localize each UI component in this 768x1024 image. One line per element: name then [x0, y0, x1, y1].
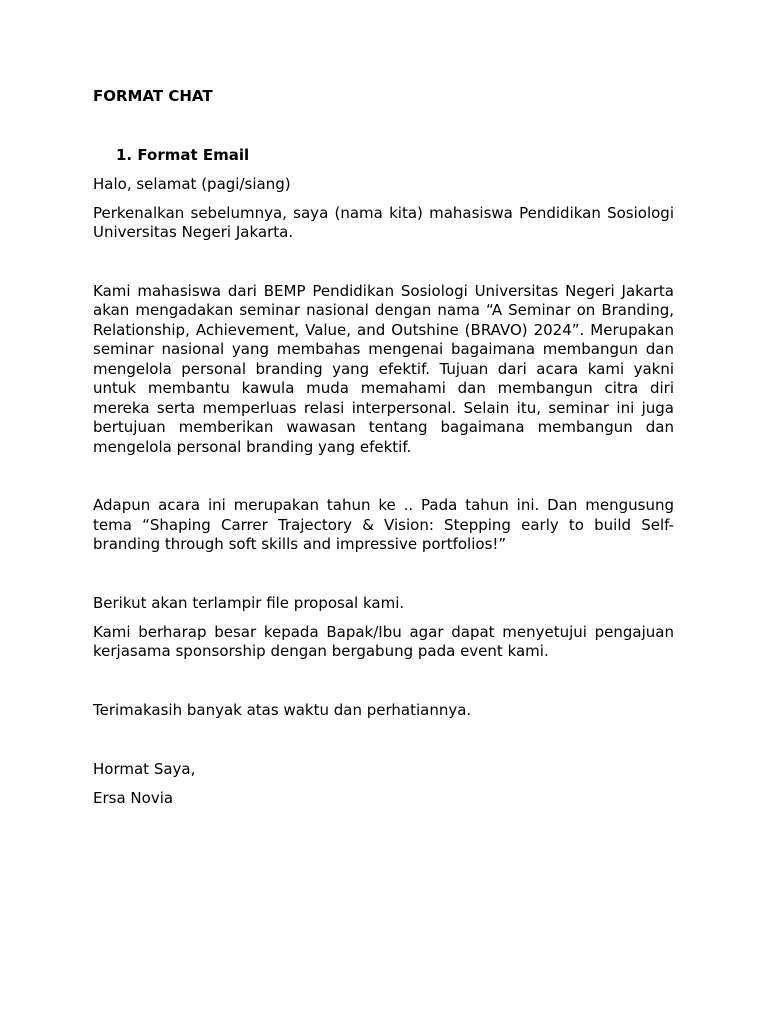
document-page — [93, 87, 674, 808]
spacer — [93, 194, 674, 204]
closing-text: Hormat Saya, — [93, 759, 196, 778]
spacer — [93, 720, 674, 760]
section-title: Format Email — [137, 145, 250, 164]
spacer — [93, 555, 674, 594]
section-heading — [93, 146, 674, 166]
theme-paragraph: Adapun acara ini merupakan tahun ke .. Pada tahun ini. Dan mengusung tema “Shaping Carrer Trajectory & Vision: Stepping early to build Self-branding through soft skills and impressive portfolios!” — [93, 496, 674, 553]
thanks-text: Terimakasih banyak atas waktu dan perhatiannya. — [93, 700, 472, 719]
spacer — [93, 457, 674, 496]
attachment-note: Berikut akan terlampir file proposal kami. — [93, 593, 405, 612]
intro-paragraph: Perkenalkan sebelumnya, saya (nama kita) mahasiswa Pendidikan Sosiologi Universitas Negeri Jakarta. — [93, 203, 674, 241]
greeting-text: Halo, selamat (pagi/siang) — [93, 174, 291, 193]
document-title: FORMAT CHAT — [93, 87, 213, 105]
request-paragraph: Kami berharap besar kepada Bapak/Ibu agar dapat menyetujui pengajuan kerjasama sponsorship dengan bergabung pada event kami. — [93, 622, 674, 660]
spacer — [93, 662, 674, 701]
section-number: 1. — [116, 145, 133, 164]
spacer — [93, 243, 674, 282]
spacer — [93, 165, 674, 175]
spacer — [93, 779, 674, 789]
spacer — [93, 613, 674, 623]
spacer — [93, 107, 674, 146]
signature-name: Ersa Novia — [93, 788, 174, 807]
seminar-paragraph: Kami mahasiswa dari BEMP Pendidikan Sosiologi Universitas Negeri Jakarta akan mengadakan seminar nasional dengan nama “A Seminar on Branding, Relationship, Achievement, Value, and Outshine (BRAVO) 2024”. Merupakan seminar nasional yang membahas mengenai bagaimana membangun dan mengelola personal branding yang efektif. Tujuan dari acara kami yakni untuk membantu kawula muda memahami dan membangun citra diri mereka serta memperluas relasi interpersonal. Selain itu, seminar ini juga bertujuan memberikan wawasan tentang bagaimana membangun dan mengelola personal branding yang efektif. — [93, 281, 674, 456]
